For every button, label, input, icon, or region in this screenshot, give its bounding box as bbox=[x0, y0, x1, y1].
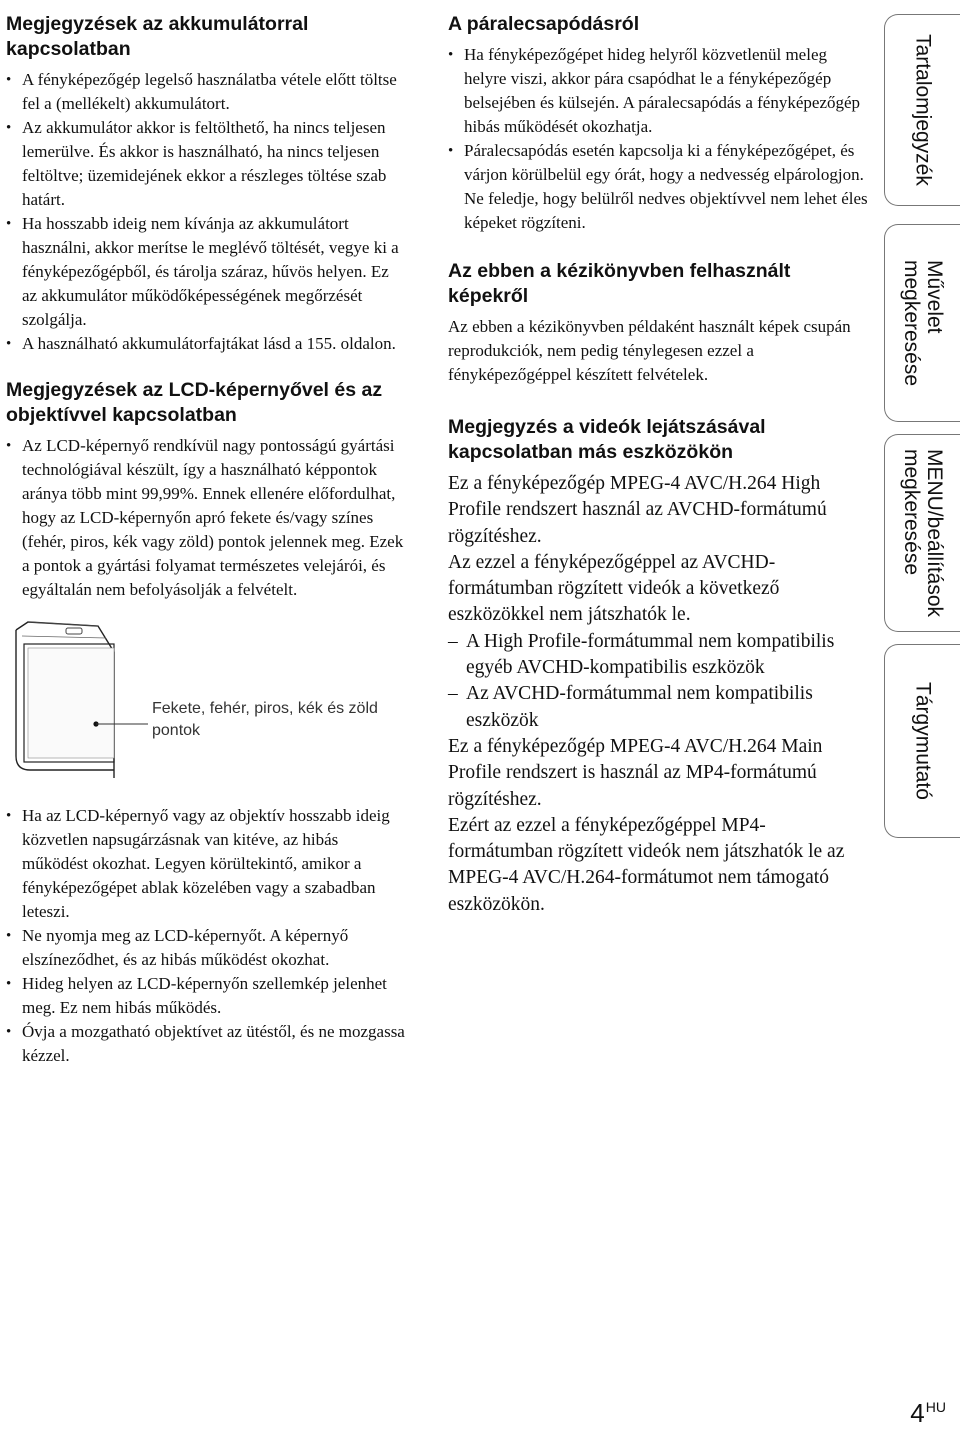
right-column bbox=[448, 12, 868, 918]
dash-item bbox=[448, 681, 868, 734]
images-paragraph: Az ebben a kézikönyvben példaként használt képek csupán reprodukciók, nem pedig ténylegesen ezzel a fényképezőgéppel készített felvételek. bbox=[448, 317, 851, 384]
list-item: • Az LCD-képernyő rendkívül nagy pontosságú gyártási technológiával készült, így a használható képpontok aránya több mint 99,99%. Ennek ellenére előfordulhat, hogy az LCD-képernyőn apró fekete és/vagy színes (fehér, piros, kék vagy zöld) pontok jelennek meg. Ezek a pontok a gyártási folyamat természetes velejárói, és egyáltalán nem befolyásolják a felvételt. bbox=[6, 434, 406, 602]
page-number bbox=[910, 1398, 946, 1429]
list-item: • Hideg helyen az LCD-képernyőn szellemkép jelenhet meg. Ez nem hibás működés. bbox=[6, 972, 406, 1020]
list-item: • Óvja a mozgatható objektívet az ütéstől, és ne mozgassa kézzel. bbox=[6, 1020, 406, 1068]
tab-label-line: megkeresése bbox=[900, 259, 923, 387]
lcd-notes-heading: Megjegyzések az LCD-képernyővel és az objektívvel kapcsolatban bbox=[6, 379, 383, 426]
images-heading: Az ebben a kézikönyvben felhasznált képekről bbox=[448, 260, 791, 307]
tab-table-of-contents[interactable] bbox=[884, 14, 960, 206]
list-item: • Az akkumulátor akkor is feltölthető, ha nincs teljesen lemerülve. És akkor is használható, ha nincs teljesen feltöltve; üzemidejének ekkor a részleges töltése szab határt. bbox=[6, 116, 406, 212]
dash-item-text: A High Profile-formátummal nem kompatibilis egyéb AVCHD-kompatibilis eszközök bbox=[466, 630, 835, 679]
tab-label: Tárgymutató bbox=[911, 682, 935, 800]
tab-operation-search[interactable] bbox=[884, 224, 960, 422]
list-item: • Ha az LCD-képernyő vagy az objektív hosszabb ideig közvetlen napsugárzásnak van kitéve, az hibás működést okozhat. Legyen körültekintő, amikor a fényképezőgépet ablak közelében vagy a szabadban leteszi. bbox=[6, 804, 406, 924]
list-item: • Ne nyomja meg az LCD-képernyőt. A képernyő elszíneződhet, és az hibás működést okozhat. bbox=[6, 924, 406, 972]
tab-label bbox=[900, 449, 946, 617]
left-column bbox=[6, 12, 406, 1068]
tab-menu-settings-search[interactable] bbox=[884, 434, 960, 632]
video-playback-body bbox=[448, 471, 868, 918]
list-item: • A használható akkumulátorfajtákat lásd a 155. oldalon. bbox=[6, 332, 406, 356]
tab-index[interactable] bbox=[884, 644, 960, 838]
paragraph: Ezért az ezzel a fényképezőgéppel MP4-formátumban rögzített videók nem játszhatók le az MPEG-4 AVC/H.264-formátumot nem támogató eszközökön. bbox=[448, 814, 845, 915]
condensation-list bbox=[448, 43, 868, 235]
list-item: • A fényképezőgép legelső használatba vétele előtt töltse fel a (mellékelt) akkumulátort. bbox=[6, 68, 406, 116]
dash-item-text: Az AVCHD-formátummal nem kompatibilis eszközök bbox=[466, 683, 813, 731]
list-item: • Páralecsapódás esetén kapcsolja ki a fényképezőgépet, és várjon körülbelül egy órát, hogy a nedvesség elpárologjon. Ne feledje, hogy belülről nedves objektívvel nem lehet éles képeket rögzíteni. bbox=[448, 139, 868, 235]
dash-item bbox=[448, 629, 868, 682]
video-playback-heading: Megjegyzés a videók lejátszásával kapcsolatban más eszközökön bbox=[448, 416, 766, 463]
tab-label bbox=[900, 260, 946, 386]
page-number-value: 4 bbox=[910, 1398, 925, 1428]
lcd-notes-list bbox=[6, 434, 406, 602]
tab-label-line: megkeresése bbox=[900, 448, 923, 576]
battery-notes-heading: Megjegyzések az akkumulátorral kapcsolatban bbox=[6, 13, 309, 60]
condensation-heading: A páralecsapódásról bbox=[448, 13, 640, 35]
lcd-notes-list-continued bbox=[6, 804, 406, 1068]
battery-notes-list bbox=[6, 68, 406, 356]
tab-label-line: Művelet bbox=[923, 259, 946, 334]
paragraph: Ez a fényképezőgép MPEG-4 AVC/H.264 High Profile rendszert használ az AVCHD-formátumú rögzítéshez. bbox=[448, 473, 827, 547]
paragraph: Az ezzel a fényképezőgéppel az AVCHD-formátumban rögzített videók a következő eszközökkel nem játszhatók le. bbox=[448, 551, 780, 626]
tab-label: Tartalomjegyzék bbox=[911, 34, 935, 186]
dash-marker: – bbox=[448, 683, 458, 705]
dash-marker: – bbox=[448, 630, 458, 652]
page-number-suffix: HU bbox=[925, 1399, 946, 1415]
tab-label-line: MENU/beállítások bbox=[923, 448, 946, 618]
paragraph: Ez a fényképezőgép MPEG-4 AVC/H.264 Main Profile rendszert is használ az MP4-formátumú rögzítéshez. bbox=[448, 735, 823, 810]
figure-caption: Fekete, fehér, piros, kék és zöld pontok bbox=[152, 700, 378, 739]
list-item: • Ha fényképezőgépet hideg helyről közvetlenül meleg helyre viszi, akkor pára csapódhat le a fényképezőgép belsejében és külsején. A páralecsapódás a fényképezőgép hibás működését okozhatja. bbox=[448, 43, 868, 139]
list-item: • Ha hosszabb ideig nem kívánja az akkumulátort használni, akkor merítse le meglévő töltését, vegye ki a fényképezőgépből, és tárolja száraz, hűvös helyen. Ez az akkumulátor működőképességének megőrzését szolgálja. bbox=[6, 212, 406, 332]
lcd-figure bbox=[6, 620, 406, 778]
